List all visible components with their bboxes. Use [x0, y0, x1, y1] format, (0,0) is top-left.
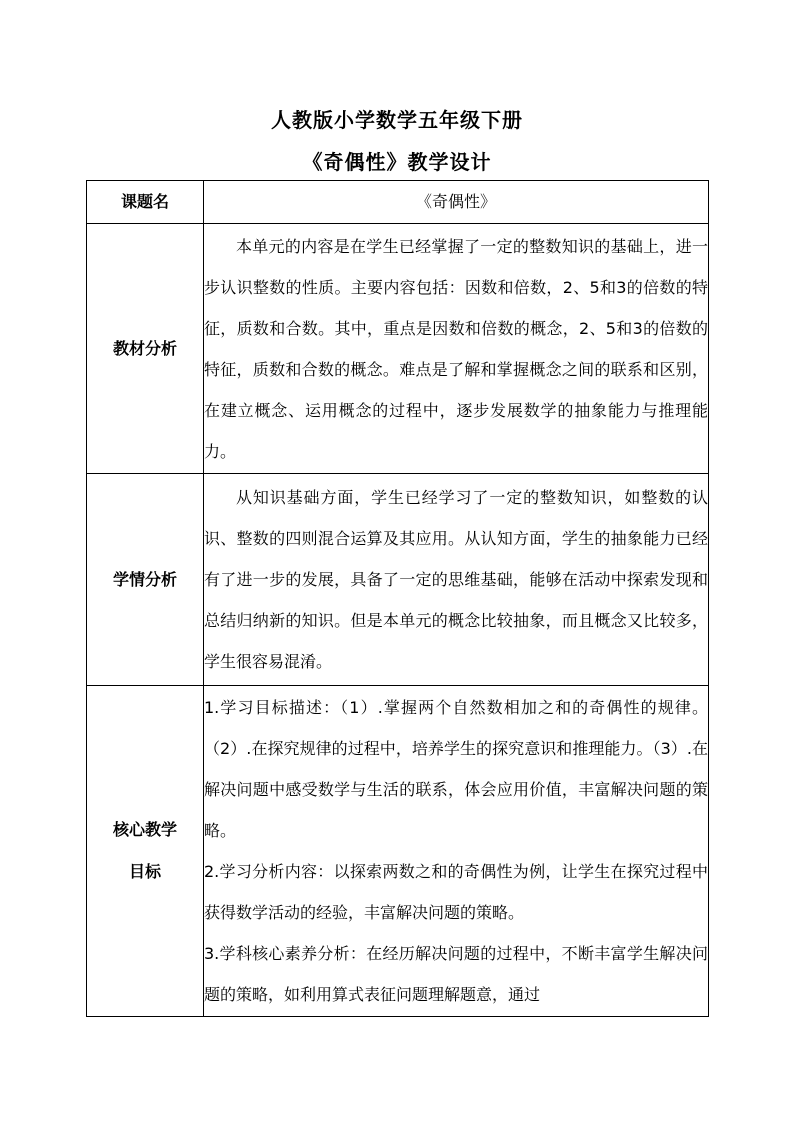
- table-row-student: [87, 474, 709, 686]
- table-row-objective: [87, 686, 709, 1017]
- objective-item-1: 1.学习目标描述：（1）.掌握两个自然数相加之和的奇偶性的规律。（2）.在探究规律的过程中，培养学生的探究意识和推理能力。（3）.在解决问题中感受数学与生活的联系，体会应用价值，丰富解决问题的策略。: [204, 698, 708, 840]
- objective-item-3: 3.学科核心素养分析：在经历解决问题的过程中，不断丰富学生解决问题的策略，如利用算式表征问题理解题意，通过: [204, 944, 708, 1004]
- objective-label: [87, 686, 204, 1017]
- objective-label-line2: 目标: [128, 862, 161, 881]
- lesson-plan-table: [86, 180, 709, 1017]
- objective-text: [204, 686, 709, 1017]
- document-title: 人教版小学数学五年级下册: [271, 108, 523, 132]
- topic-value: 《奇偶性》: [204, 181, 709, 224]
- document-subtitle: 《奇偶性》教学设计: [302, 150, 492, 174]
- material-text: 本单元的内容是在学生已经掌握了一定的整数知识的基础上，进一步认识整数的性质。主要内容包括：因数和倍数，2、5和3的倍数的特征，质数和合数。其中，重点是因数和倍数的概念，2、5和3的倍数的特征，质数和合数的概念。难点是了解和掌握概念之间的联系和区别，在建立概念、运用概念的过程中，逐步发展数学的抽象能力与推理能力。: [204, 224, 709, 474]
- student-label: 学情分析: [87, 474, 204, 686]
- objective-label-line1: 核心教学: [112, 820, 177, 839]
- table-row-topic: [87, 181, 709, 224]
- material-label: 教材分析: [87, 224, 204, 474]
- table-row-material: [87, 224, 709, 474]
- student-text: 从知识基础方面，学生已经学习了一定的整数知识，如整数的认识、整数的四则混合运算及其应用。从认知方面，学生的抽象能力已经有了进一步的发展，具备了一定的思维基础，能够在活动中探索发现和总结归纳新的知识。但是本单元的概念比较抽象，而且概念又比较多，学生很容易混淆。: [204, 474, 709, 686]
- objective-item-2: 2.学习分析内容：以探索两数之和的奇偶性为例，让学生在探究过程中获得数学活动的经验，丰富解决问题的策略。: [204, 862, 708, 922]
- topic-label: 课题名: [87, 181, 204, 224]
